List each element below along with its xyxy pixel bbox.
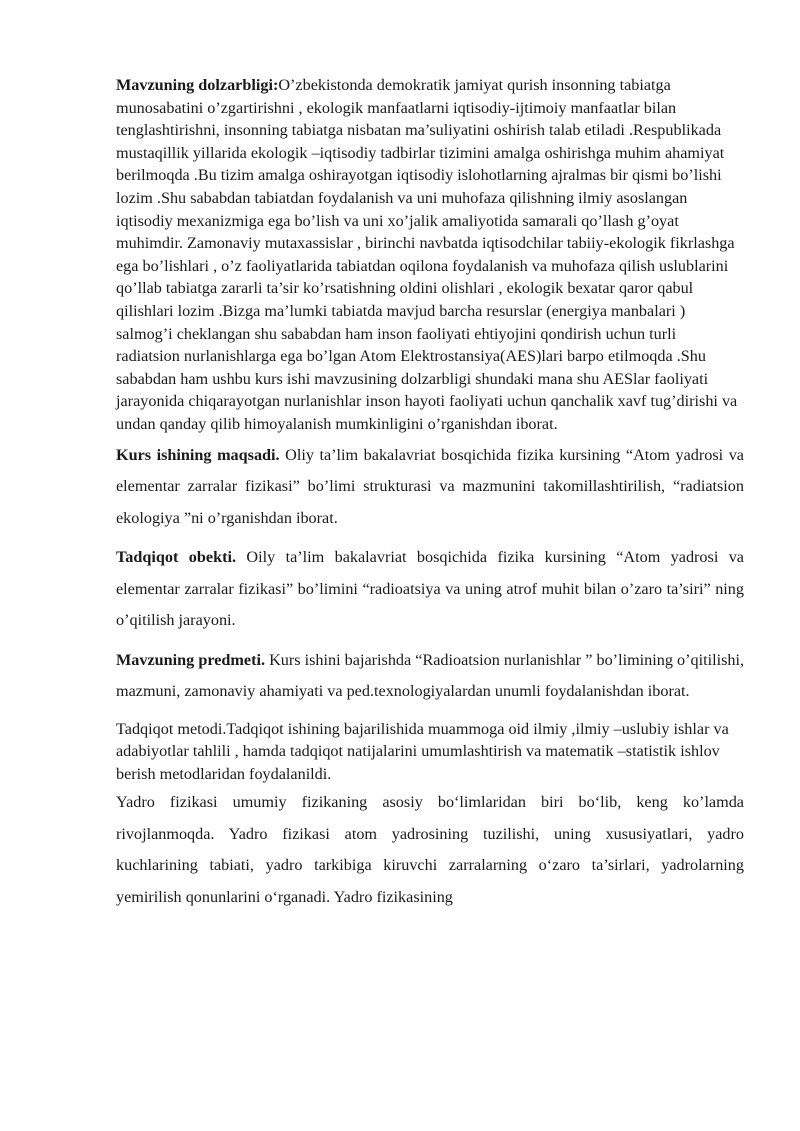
paragraph-object	[116, 542, 744, 637]
paragraph-relevance	[116, 74, 744, 436]
paragraph-goal	[116, 440, 744, 535]
text-relevance: O’zbekistonda demokratik jamiyat qurish insonning tabiatga munosabatini o’zgartirishni , ekologik manfaatlarni iqtisodiy-ijtimoiy manfaatlar bilan tenglashtirishni, insonning tabiatga nisbatan ma’suliyatini oshirish talab etiladi .Respublikada mustaqillik yillarida ekologik –iqtisodiy tadbirlar tizimini amalga oshirishga muhim ahamiyat berilmoqda .Bu tizim amalga oshirayotgan iqtisodiy islohotlarning ajralmas bir qismi bo’lishi lozim .Shu sababdan tabiatdan foydalanish va uni muhofaza qilishning ilmiy asoslangan iqtisodiy mexanizmiga ega bo’lish va uni xo’jalik amaliyotida samarali qo’llash g’oyat muhimdir. Zamonaviy mutaxassislar , birinchi navbatda iqtisodchilar tabiiy-ekologik fikrlashga ega bo’lishlari , o’z faoliyatlarida tabiatdan oqilona foydalanish va muhofaza qilish uslublarini qo’llab tabiatga zararli ta’sir ko’rsatishning oldini olishlari , ekologik bexatar qaror qabul qilishlari lozim .Bizga ma’lumki tabiatda mavjud barcha resurslar (energiya manbalari ) salmog’i cheklangan shu sababdan ham inson faoliyati ehtiyojini qondirish uchun turli radiatsion nurlanishlarga ega bo’lgan Atom Elektrostansiya(AES)lari barpo etilmoqda .Shu sababdan ham ushbu kurs ishi mavzusining dolzarbligi shundaki mana shu AESlar faoliyati jarayonida chiqarayotgan nurlanishlar inson hayoti faoliyati uchun qanchalik xavf tug’dirishi va undan qanday qilib himoyalanish mumkinligini o’rganishdan iborat.	[116, 76, 738, 433]
heading-object: Tadqiqot obekti.	[116, 548, 237, 566]
text-method: Tadqiqot metodi.Tadqiqot ishining bajarilishida muammoga oid ilmiy ,ilmiy –uslubiy ishlar va adabiyotlar tahlili , hamda tadqiqot natijalarini umumlashtirish va matematik –statistik ishlov berish metodlaridan foydalanildi.	[116, 719, 729, 783]
paragraph-nuclear-physics	[116, 787, 744, 913]
paragraph-method	[116, 718, 744, 786]
heading-goal: Kurs ishining maqsadi.	[116, 445, 280, 464]
document-page	[116, 74, 744, 913]
heading-relevance: Mavzuning dolzarbligi:	[116, 76, 279, 94]
text-nuclear-physics: Yadro fizikasi umumiy fizikaning asosiy bo‘limlaridan biri bo‘lib, keng ko’lamda rivojlanmoqda. Yadro fizikasi atom yadrosining tuzilishi, uning xususiyatlari, yadro kuchlarining tabiati, yadro tarkibiga kiruvchi zarralarning o‘zaro ta’sirlari, yadrolarning yemirilish qonunlarini o‘rganadi. Yadro fizikasining	[116, 793, 744, 906]
text-object: Oily ta’lim bakalavriat bosqichida fizika kursining “Atom yadrosi va elementar zarralar fizikasi” bo’limini “radioatsiya va uning atrof muhit bilan o’zaro ta’siri” ning o’qitilish jarayoni.	[116, 548, 744, 629]
heading-subject: Mavzuning predmeti.	[116, 650, 266, 669]
text-goal: Oliy ta’lim bakalavriat bosqichida fizika kursining “Atom yadrosi va elementar zarralar fizikasi” bo’limi strukturasi va mazmunini takomillashtirilish, “radiatsion ekologiya ”ni o’rganishdan iborat.	[116, 445, 744, 527]
paragraph-subject	[116, 645, 744, 708]
text-subject: Kurs ishini bajarishda “Radioatsion nurlanishlar ” bo’limining o’qitilishi, mazmuni, zamonaviy ahamiyati va ped.texnologiyalardan unumli foydalanishdan iborat.	[116, 650, 745, 700]
